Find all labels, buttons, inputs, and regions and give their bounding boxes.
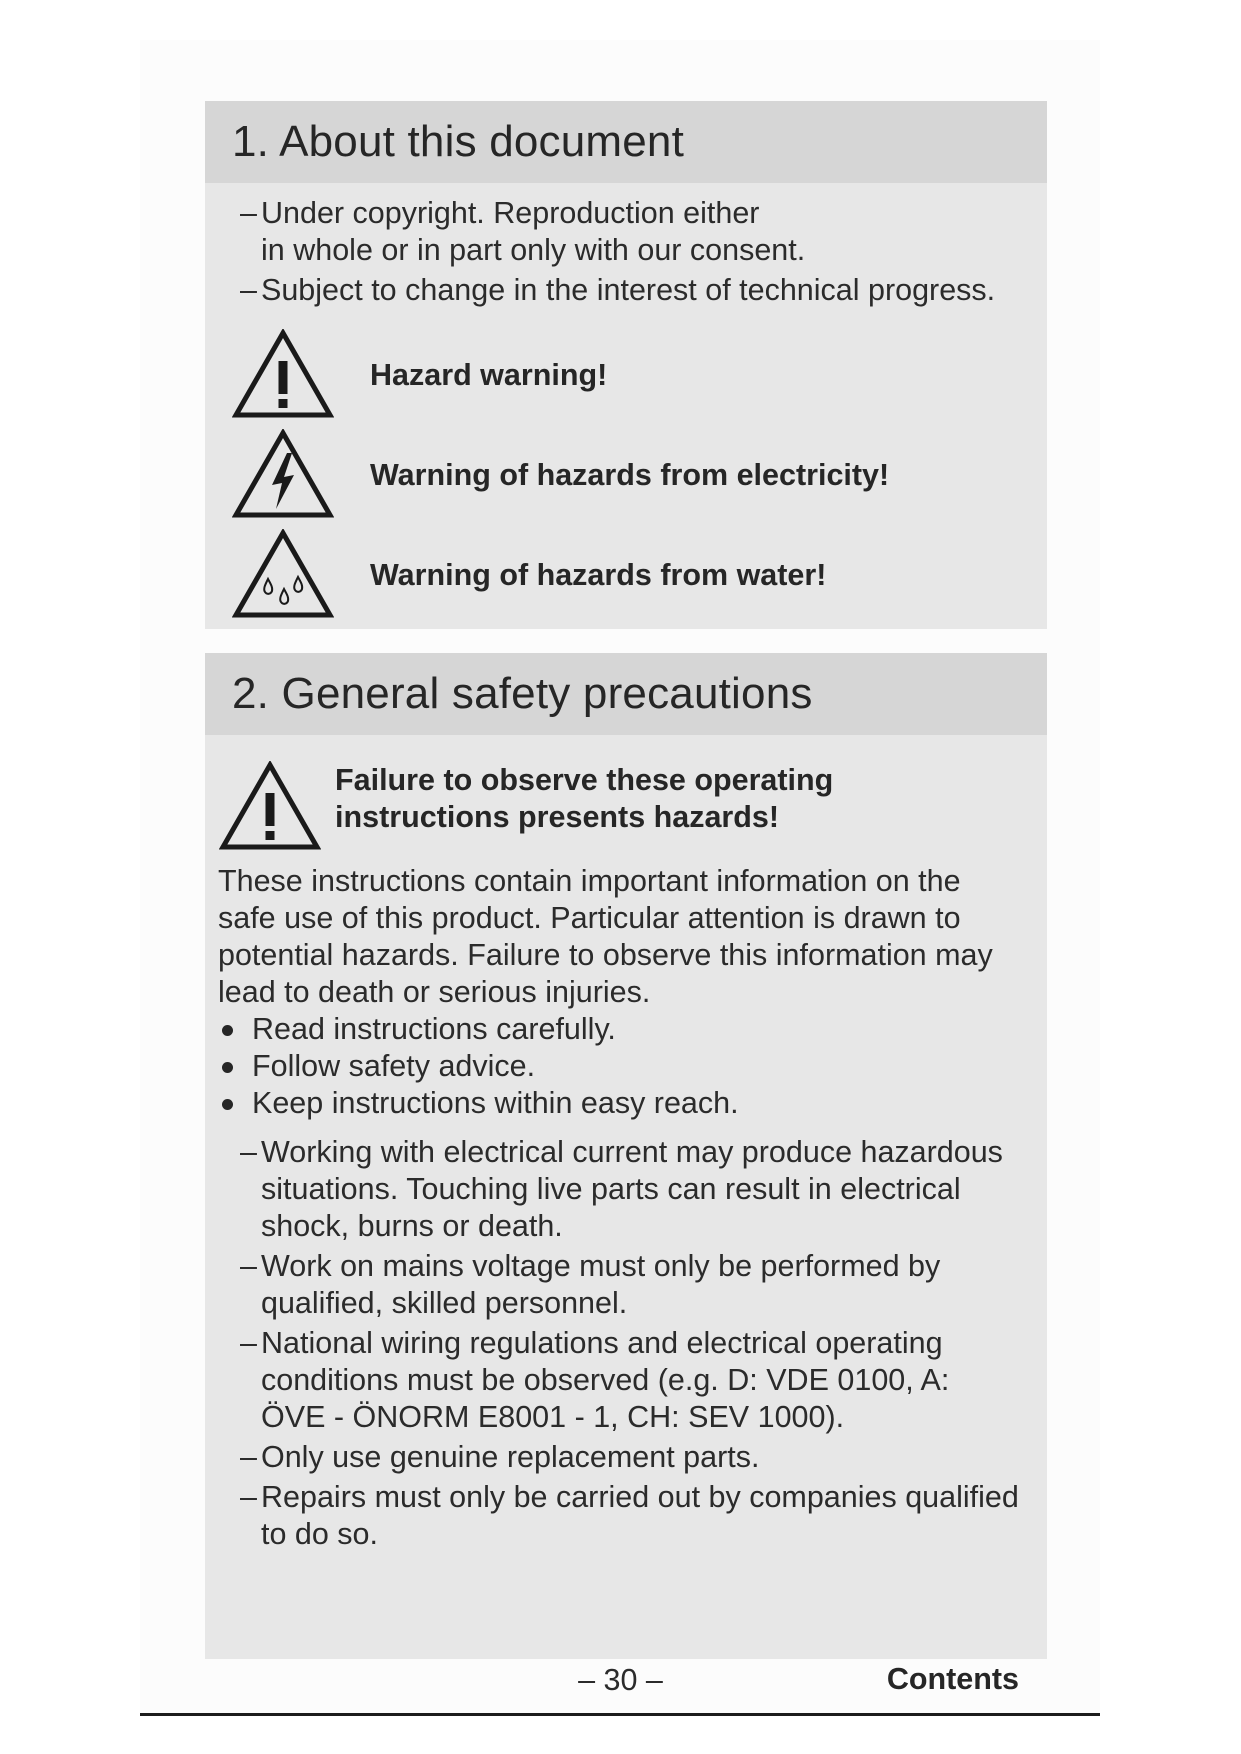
contents-link[interactable]: Contents xyxy=(886,1662,1019,1696)
electricity-warning-icon xyxy=(232,429,334,521)
exclamation-warning-icon xyxy=(232,329,334,421)
warning-text-line: Failure to observe these operating xyxy=(335,763,834,797)
list-item-line: situations. Touching live parts can result in electrical xyxy=(261,1172,961,1206)
warning-text-line: instructions presents hazards! xyxy=(335,800,780,834)
section-general-safety xyxy=(205,653,1047,1659)
safety-rules-list xyxy=(205,1134,1047,1553)
section-header xyxy=(205,653,1047,735)
intro-paragraph xyxy=(205,863,1047,1011)
warning-label: Warning of hazards from water! xyxy=(370,557,827,592)
intro-line: safe use of this product. Particular attention is drawn to xyxy=(218,901,961,935)
list-item xyxy=(205,1479,1047,1553)
footer-divider xyxy=(140,1713,1100,1716)
list-item xyxy=(205,1248,1047,1322)
warning-text xyxy=(335,762,833,836)
exclamation-warning-icon xyxy=(219,761,321,853)
intro-line: potential hazards. Failure to observe this information may xyxy=(218,938,993,972)
section-title: 2. General safety precautions xyxy=(232,669,813,718)
list-item-line: in whole or in part only with our consent. xyxy=(261,233,806,267)
intro-line: lead to death or serious injuries. xyxy=(218,975,651,1009)
intro-line: These instructions contain important information on the xyxy=(218,864,961,898)
page-number: – 30 – xyxy=(578,1663,663,1697)
bullet-item: Read instructions carefully. xyxy=(205,1011,1047,1048)
list-item-line: Subject to change in the interest of technical progress. xyxy=(261,273,996,307)
list-item xyxy=(205,195,1047,269)
warning-row-electricity xyxy=(205,425,1047,525)
list-item-line: qualified, skilled personnel. xyxy=(261,1286,628,1320)
list-item-line: Only use genuine replacement parts. xyxy=(261,1440,760,1474)
water-warning-icon xyxy=(232,529,334,621)
list-item-line: Work on mains voltage must only be performed by xyxy=(261,1249,941,1283)
list-item-line: conditions must be observed (e.g. D: VDE 0100, A: xyxy=(261,1363,950,1397)
copyright-notes xyxy=(205,195,1047,309)
bullet-item: Keep instructions within easy reach. xyxy=(205,1085,1047,1122)
list-item xyxy=(205,1439,1047,1476)
list-item-line: ÖVE - ÖNORM E8001 - 1, CH: SEV 1000). xyxy=(261,1400,845,1434)
list-item xyxy=(205,272,1047,309)
list-item xyxy=(205,1325,1047,1436)
warning-symbols-legend xyxy=(205,325,1047,625)
list-item-line: shock, burns or death. xyxy=(261,1209,563,1243)
list-item-line: Working with electrical current may produce hazardous xyxy=(261,1135,1003,1169)
section-header xyxy=(205,101,1047,183)
section-title: 1. About this document xyxy=(232,117,685,166)
list-item-line: Repairs must only be carried out by companies qualified xyxy=(261,1480,1019,1514)
section-about-document xyxy=(205,101,1047,629)
list-item-line: National wiring regulations and electrical operating xyxy=(261,1326,943,1360)
warning-label: Warning of hazards from electricity! xyxy=(370,457,890,492)
warning-row-water xyxy=(205,525,1047,625)
advice-bullet-list xyxy=(205,1011,1047,1122)
list-item-line: Under copyright. Reproduction either xyxy=(261,196,760,230)
list-item-line: to do so. xyxy=(261,1517,378,1551)
list-item xyxy=(205,1134,1047,1245)
bullet-item: Follow safety advice. xyxy=(205,1048,1047,1085)
warning-row-hazard xyxy=(205,325,1047,425)
warning-label: Hazard warning! xyxy=(370,357,608,392)
operating-instructions-warning xyxy=(205,761,1047,853)
